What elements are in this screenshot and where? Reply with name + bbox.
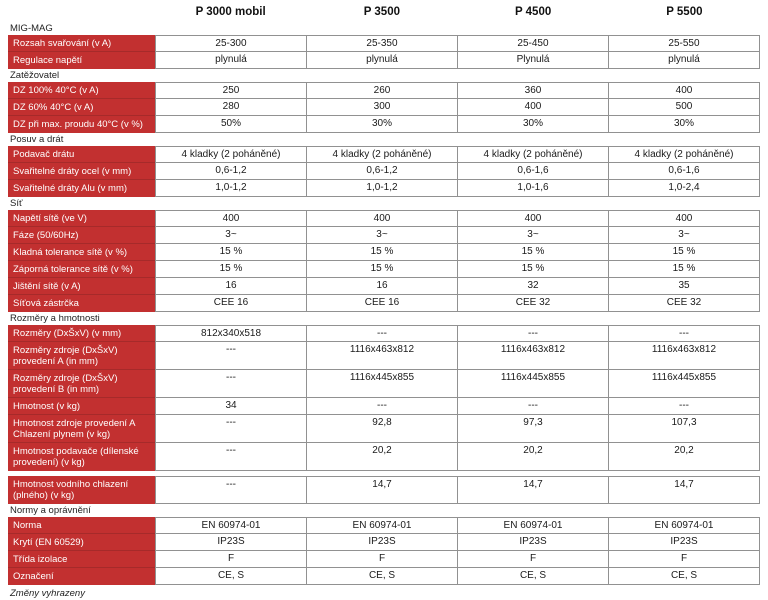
value-cell: CE, S (155, 568, 306, 585)
value-cell: --- (457, 325, 608, 342)
footer-note: Změny vyhrazeny (10, 588, 85, 599)
value-cell: EN 60974-01 (608, 517, 760, 534)
value-cell: 25-300 (155, 35, 306, 52)
section-title: Síť (10, 198, 23, 209)
row-label: Svařitelné dráty Alu (v mm) (8, 180, 155, 197)
value-cell: 16 (155, 278, 306, 295)
row-label: Jištění sítě (v A) (8, 278, 155, 295)
value-cell: CE, S (306, 568, 457, 585)
value-cell: 92,8 (306, 415, 457, 443)
table-row (8, 278, 760, 295)
value-cell: 4 kladky (2 poháněné) (306, 146, 457, 163)
value-cell: 400 (306, 210, 457, 227)
section-title: Normy a oprávnění (10, 505, 91, 516)
value-cell: 1116x445x855 (608, 370, 760, 398)
value-cell: 1116x463x812 (608, 342, 760, 370)
value-cell: 15 % (608, 261, 760, 278)
row-label: Svařitelné dráty ocel (v mm) (8, 163, 155, 180)
table-row (8, 180, 760, 197)
header-spacer (8, 2, 155, 22)
value-cell: F (457, 551, 608, 568)
column-header-p3000: P 3000 mobil (195, 6, 266, 18)
value-cell: --- (155, 443, 306, 471)
value-cell: 300 (306, 99, 457, 116)
value-cell: 0,6-1,6 (457, 163, 608, 180)
section-title: Zatěžovatel (10, 70, 60, 81)
value-cell: F (306, 551, 457, 568)
value-cell: CE, S (457, 568, 608, 585)
value-cell: plynulá (608, 52, 760, 69)
row-label: Hmotnost podavače (dílenské provedení) (v kg) (8, 443, 155, 471)
spec-table (8, 22, 760, 585)
row-label: Kladná tolerance sítě (v %) (8, 244, 155, 261)
value-cell: 0,6-1,2 (155, 163, 306, 180)
value-cell: 15 % (457, 261, 608, 278)
table-row (8, 99, 760, 116)
row-label: DZ při max. proudu 40°C (v %) (8, 116, 155, 133)
table-block (8, 146, 760, 197)
value-cell: 260 (306, 82, 457, 99)
value-cell: 3~ (306, 227, 457, 244)
value-cell: 15 % (306, 261, 457, 278)
value-cell: CE, S (608, 568, 760, 585)
value-cell: 400 (457, 210, 608, 227)
section-title: MIG-MAG (10, 23, 53, 34)
value-cell: 30% (608, 116, 760, 133)
value-cell: --- (306, 398, 457, 415)
value-cell: 250 (155, 82, 306, 99)
value-cell: --- (306, 325, 457, 342)
row-label: Krytí (EN 60529) (8, 534, 155, 551)
value-cell: 20,2 (306, 443, 457, 471)
value-cell: 280 (155, 99, 306, 116)
value-cell: 97,3 (457, 415, 608, 443)
column-header-p5500: P 5500 (666, 6, 703, 18)
table-row (8, 244, 760, 261)
row-label: Třída izolace (8, 551, 155, 568)
table-row (8, 295, 760, 312)
value-cell: 15 % (608, 244, 760, 261)
value-cell: 32 (457, 278, 608, 295)
value-cell: --- (457, 398, 608, 415)
row-label: Hmotnost zdroje provedení A Chlazení plynem (v kg) (8, 415, 155, 443)
table-row (8, 116, 760, 133)
table-row (8, 52, 760, 69)
table-row (8, 534, 760, 551)
value-cell: 0,6-1,2 (306, 163, 457, 180)
row-label: Podavač drátu (8, 146, 155, 163)
row-label: Rozsah svařování (v A) (8, 35, 155, 52)
value-cell: 4 kladky (2 poháněné) (155, 146, 306, 163)
value-cell: EN 60974-01 (155, 517, 306, 534)
table-row (8, 415, 760, 443)
value-cell: IP23S (608, 534, 760, 551)
row-label: DZ 100% 40°C (v A) (8, 82, 155, 99)
value-cell: 1,0-1,2 (306, 180, 457, 197)
value-cell: --- (608, 398, 760, 415)
table-row (8, 146, 760, 163)
section-title: Rozměry a hmotnosti (10, 313, 100, 324)
value-cell: 500 (608, 99, 760, 116)
value-cell: --- (608, 325, 760, 342)
value-cell: 4 kladky (2 poháněné) (457, 146, 608, 163)
table-row (8, 325, 760, 342)
value-cell: 25-350 (306, 35, 457, 52)
row-label: Fáze (50/60Hz) (8, 227, 155, 244)
table-row (8, 476, 760, 504)
row-label: Záporná tolerance sítě (v %) (8, 261, 155, 278)
value-cell: 15 % (457, 244, 608, 261)
value-cell: CEE 32 (608, 295, 760, 312)
value-cell: 400 (608, 82, 760, 99)
table-row (8, 370, 760, 398)
value-cell: 1,0-2,4 (608, 180, 760, 197)
value-cell: 34 (155, 398, 306, 415)
value-cell: F (155, 551, 306, 568)
column-header-row (8, 2, 760, 22)
value-cell: 4 kladky (2 poháněné) (608, 146, 760, 163)
value-cell: EN 60974-01 (457, 517, 608, 534)
value-cell: 15 % (155, 261, 306, 278)
value-cell: 14,7 (457, 476, 608, 504)
table-row (8, 517, 760, 534)
table-block (8, 517, 760, 585)
value-cell: 35 (608, 278, 760, 295)
value-cell: 20,2 (608, 443, 760, 471)
value-cell: --- (155, 415, 306, 443)
value-cell: plynulá (306, 52, 457, 69)
value-cell: 400 (608, 210, 760, 227)
value-cell: 50% (155, 116, 306, 133)
value-cell: 107,3 (608, 415, 760, 443)
value-cell: --- (155, 476, 306, 504)
value-cell: 1116x463x812 (457, 342, 608, 370)
row-label: Hmotnost vodního chlazení (plného) (v kg) (8, 476, 155, 504)
row-label: Hmotnost (v kg) (8, 398, 155, 415)
value-cell: IP23S (306, 534, 457, 551)
value-cell: 30% (457, 116, 608, 133)
value-cell: CEE 16 (155, 295, 306, 312)
value-cell: 25-450 (457, 35, 608, 52)
row-label: DZ 60% 40°C (v A) (8, 99, 155, 116)
table-row (8, 163, 760, 180)
value-cell: 1116x445x855 (306, 370, 457, 398)
value-cell: 812x340x518 (155, 325, 306, 342)
value-cell: 3~ (155, 227, 306, 244)
table-row (8, 342, 760, 370)
table-row (8, 568, 760, 585)
value-cell: Plynulá (457, 52, 608, 69)
row-label: Napětí sítě (ve V) (8, 210, 155, 227)
table-row (8, 82, 760, 99)
table-row (8, 443, 760, 471)
value-cell: IP23S (457, 534, 608, 551)
table-row (8, 398, 760, 415)
value-cell: 1,0-1,2 (155, 180, 306, 197)
value-cell: 14,7 (608, 476, 760, 504)
table-block (8, 210, 760, 312)
table-row (8, 227, 760, 244)
value-cell: 400 (457, 99, 608, 116)
row-label: Regulace napětí (8, 52, 155, 69)
value-cell: 1116x463x812 (306, 342, 457, 370)
value-cell: 0,6-1,6 (608, 163, 760, 180)
value-cell: 360 (457, 82, 608, 99)
value-cell: 1,0-1,6 (457, 180, 608, 197)
column-header-p3500: P 3500 (363, 6, 400, 18)
row-label: Rozměry zdroje (DxŠxV) provedení B (in mm) (8, 370, 155, 398)
value-cell: --- (155, 370, 306, 398)
row-label: Rozměry zdroje (DxŠxV) provedení A (in mm) (8, 342, 155, 370)
table-block (8, 325, 760, 471)
value-cell: --- (155, 342, 306, 370)
row-label: Označení (8, 568, 155, 585)
value-cell: 1116x445x855 (457, 370, 608, 398)
value-cell: 3~ (608, 227, 760, 244)
value-cell: 30% (306, 116, 457, 133)
row-label: Rozměry (DxŠxV) (v mm) (8, 325, 155, 342)
row-label: Síťová zástrčka (8, 295, 155, 312)
table-row (8, 551, 760, 568)
column-header-p4500: P 4500 (515, 6, 552, 18)
table-row (8, 261, 760, 278)
value-cell: 25-550 (608, 35, 760, 52)
value-cell: 15 % (306, 244, 457, 261)
table-block (8, 476, 760, 504)
value-cell: F (608, 551, 760, 568)
value-cell: plynulá (155, 52, 306, 69)
row-label: Norma (8, 517, 155, 534)
value-cell: IP23S (155, 534, 306, 551)
value-cell: 16 (306, 278, 457, 295)
value-cell: EN 60974-01 (306, 517, 457, 534)
table-row (8, 35, 760, 52)
value-cell: CEE 32 (457, 295, 608, 312)
value-cell: 20,2 (457, 443, 608, 471)
value-cell: 14,7 (306, 476, 457, 504)
table-block (8, 82, 760, 133)
value-cell: CEE 16 (306, 295, 457, 312)
table-block (8, 35, 760, 69)
value-cell: 400 (155, 210, 306, 227)
section-title: Posuv a drát (10, 134, 64, 145)
value-cell: 3~ (457, 227, 608, 244)
value-cell: 15 % (155, 244, 306, 261)
table-row (8, 210, 760, 227)
